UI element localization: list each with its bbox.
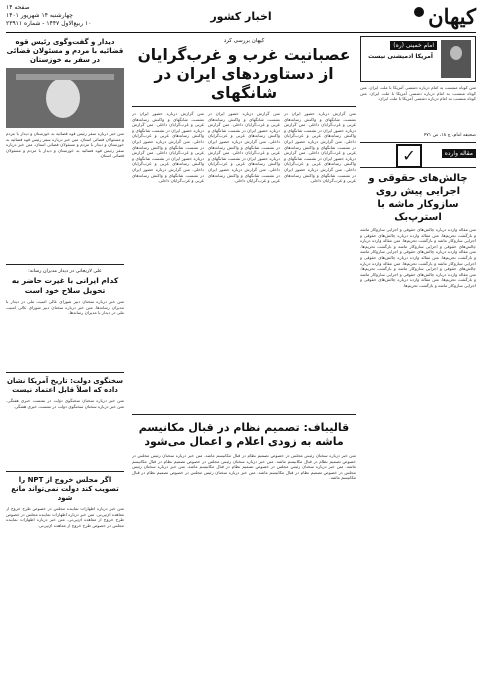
- left-article-2-body: متن خبر درباره سخنان دبیر شورای عالی امنیت ملی در دیدار با مدیران رسانه‌ها. متن خبر درباره سخنان دبیر شورای عالی امنیت ملی در دیدار با مدیران رسانه‌ها.: [6, 299, 124, 316]
- left-article-4-body: متن خبر درباره اظهارات نماینده مجلس در خصوص طرح خروج از معاهده ان‌پی‌تی. متن خبر درباره اظهارات نماینده مجلس در خصوص طرح خروج از معاهده ان‌پی‌تی. متن خبر درباره اظهارات نماینده مجلس در خصوص طرح خروج از معاهده ان‌پی‌تی.: [6, 506, 124, 528]
- main-article-kicker: کیهان بررسی کرد: [223, 38, 265, 44]
- main-article-col-2: متن گزارش درباره حضور ایران در نشست شانگهای و واکنش رسانه‌های غربی و غرب‌گرایان داخلی. متن گزارش درباره حضور ایران در نشست شانگهای و واکنش رسانه‌های غربی و غرب‌گرایان داخلی. متن گزارش درباره حضور ایران در نشست شانگهای و واکنش رسانه‌های غربی و غرب‌گرایان داخلی. متن گزارش درباره حضور ایران در نشست شانگهای و واکنش رسانه‌های غربی و غرب‌گرایان داخلی. متن گزارش درباره حضور ایران در نشست شانگهای و واکنش رسانه‌های غربی و غرب‌گرایان داخلی.: [208, 111, 280, 184]
- right-article-body: متن مقاله وارده درباره چالش‌های حقوقی و اجرایی سازوکار ماشه و بازگشت تحریم‌ها. متن مقاله وارده درباره چالش‌های حقوقی و اجرایی سازوکار ماشه و بازگشت تحریم‌ها. متن مقاله وارده درباره چالش‌های حقوقی و اجرایی سازوکار ماشه و بازگشت تحریم‌ها. متن مقاله وارده درباره چالش‌های حقوقی و اجرایی سازوکار ماشه و بازگشت تحریم‌ها. متن مقاله وارده درباره چالش‌های حقوقی و اجرایی سازوکار ماشه و بازگشت تحریم‌ها. متن مقاله وارده درباره چالش‌های حقوقی و اجرایی سازوکار ماشه و بازگشت تحریم‌ها. متن مقاله وارده درباره چالش‌های حقوقی و اجرایی سازوکار ماشه و بازگشت تحریم‌ها. متن مقاله وارده درباره چالش‌های حقوقی و اجرایی سازوکار ماشه و بازگشت تحریم‌ها.: [360, 227, 476, 288]
- lower-article-headline: قالیباف: تصمیم نظام در قبال مکانیسم ماشه به زودی اعلام و اعمال می‌شود: [138, 421, 350, 448]
- portrait-image: [441, 40, 471, 78]
- issue-number: ۱۰ ربیع‌الاول ۱۴۴۷ - شماره ۲۳۹۱۱: [6, 20, 92, 27]
- page-header: [6, 4, 476, 32]
- left-column: [6, 36, 124, 693]
- left-article-1-headline: دیدار و گفت‌وگوی رئیس قوه قضائیه با مردم و مسئولان قضائی در سفر به خوزستان: [6, 38, 124, 64]
- quote-body: متن کوتاه منتسب به امام درباره دشمنی آمریکا با ملت ایران. متن کوتاه منتسب به امام درباره دشمنی آمریکا با ملت ایران. متن کوتاه منتسب به امام درباره دشمنی آمریکا با ملت ایران.: [360, 85, 476, 102]
- quote-box: [360, 36, 476, 82]
- main-article-col-1: متن گزارش درباره حضور ایران در نشست شانگهای و واکنش رسانه‌های غربی و غرب‌گرایان داخلی. متن گزارش درباره حضور ایران در نشست شانگهای و واکنش رسانه‌های غربی و غرب‌گرایان داخلی. متن گزارش درباره حضور ایران در نشست شانگهای و واکنش رسانه‌های غربی و غرب‌گرایان داخلی. متن گزارش درباره حضور ایران در نشست شانگهای و واکنش رسانه‌های غربی و غرب‌گرایان داخلی. متن گزارش درباره حضور ایران در نشست شانگهای و واکنش رسانه‌های غربی و غرب‌گرایان داخلی.: [284, 111, 356, 184]
- header-divider: [6, 32, 476, 33]
- left-divider-1: [6, 264, 124, 265]
- left-article-2-kicker: علی لاریجانی در دیدار مدیران رسانه:: [28, 269, 102, 274]
- center-divider: [132, 414, 356, 415]
- left-divider-3: [6, 471, 124, 472]
- main-article-headline: عصبانیت غرب و غرب‌گرایان از دستاوردهای ایران در شانگهای: [137, 46, 351, 102]
- article-badge-row: [360, 142, 476, 168]
- main-article-columns: [132, 111, 356, 411]
- issue-date: چهارشنبه ۱۴ شهریور ۱۴۰۱: [6, 12, 73, 19]
- main-divider: [132, 106, 356, 107]
- section-title: اخبار کشور: [210, 10, 272, 23]
- main-article-col-3: متن گزارش درباره حضور ایران در نشست شانگهای و واکنش رسانه‌های غربی و غرب‌گرایان داخلی. متن گزارش درباره حضور ایران در نشست شانگهای و واکنش رسانه‌های غربی و غرب‌گرایان داخلی. متن گزارش درباره حضور ایران در نشست شانگهای و واکنش رسانه‌های غربی و غرب‌گرایان داخلی. متن گزارش درباره حضور ایران در نشست شانگهای و واکنش رسانه‌های غربی و غرب‌گرایان داخلی. متن گزارش درباره حضور ایران در نشست شانگهای و واکنش رسانه‌های غربی و غرب‌گرایان داخلی.: [132, 111, 204, 184]
- date-block: [6, 4, 91, 28]
- masthead-logo: کیهان: [428, 4, 476, 29]
- quote-caption: صحیفه امام، ج ۱۸، ص ۴۷۱: [423, 133, 476, 138]
- article-badge: مقاله وارده: [442, 149, 476, 158]
- right-column: [360, 36, 476, 693]
- quote-box-label: امام خمینی (ره): [390, 41, 437, 50]
- lower-article-body: متن خبر درباره سخنان رئیس مجلس در خصوص تصمیم نظام در قبال مکانیسم ماشه. متن خبر درباره سخنان رئیس مجلس در خصوص تصمیم نظام در قبال مکانیسم ماشه. متن خبر درباره سخنان رئیس مجلس در خصوص تصمیم نظام در قبال مکانیسم ماشه. متن خبر درباره سخنان رئیس مجلس در خصوص تصمیم نظام در قبال مکانیسم ماشه. متن خبر درباره سخنان رئیس مجلس در خصوص تصمیم نظام در قبال مکانیسم ماشه. متن خبر درباره سخنان رئیس مجلس در خصوص تصمیم نظام در قبال مکانیسم ماشه.: [132, 453, 356, 481]
- center-column: [132, 36, 356, 693]
- quote-box-text: آمریکا ادمیشنی نیست: [368, 53, 433, 60]
- left-article-1-body: متن خبر درباره سفر رئیس قوه قضائیه به خوزستان و دیدار با مردم و مسئولان قضائی استان. متن خبر درباره سفر رئیس قوه قضائیه به خوزستان و دیدار با مردم و مسئولان قضائی استان. متن خبر درباره سفر رئیس قوه قضائیه به خوزستان و دیدار با مردم و مسئولان قضائی استان.: [6, 131, 124, 159]
- left-article-4-headline: اگر مجلس خروج از NPT را تصویب کند دولت نمی‌تواند مانع شود: [11, 476, 119, 502]
- left-divider-2: [6, 372, 124, 373]
- left-article-3-headline: سخنگوی دولت: تاریخ آمریکا نشان داده که اصلاً قابل اعتماد نیست: [7, 377, 123, 394]
- left-article-2-headline: کدام ایرانی با غیرت حاضر به تحویل سلاح خود است: [11, 276, 119, 295]
- news-photo: [6, 68, 124, 128]
- left-article-3-body: متن خبر درباره سخنان سخنگوی دولت در نشست خبری هفتگی. متن خبر درباره سخنان سخنگوی دولت در نشست خبری هفتگی.: [6, 398, 124, 409]
- right-article-headline: چالش‌های حقوقی و اجرایی پیش روی سازوکار ماشه با استرپ‌بک: [368, 173, 468, 223]
- page-number: صفحه ۱۴: [6, 4, 30, 11]
- checkmark-logo-icon: ✓: [396, 144, 422, 168]
